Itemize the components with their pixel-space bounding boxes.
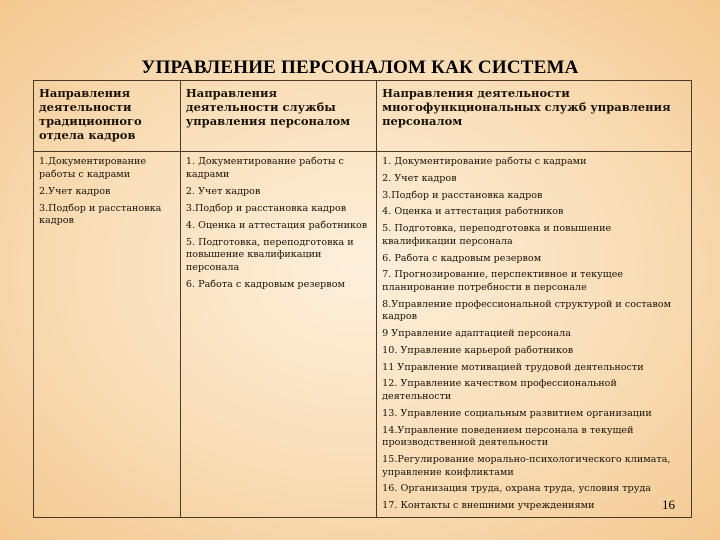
list-item: 10. Управление карьерой работников bbox=[382, 344, 574, 356]
header-multifunctional-services: Направления деятельности многофункциональных служб управления персоналом bbox=[377, 81, 692, 152]
comparison-table bbox=[33, 80, 692, 518]
table-header-row bbox=[34, 81, 692, 152]
page-number: 16 bbox=[662, 497, 675, 512]
header-traditional-hr: Направления деятельности традиционного отдела кадров bbox=[34, 81, 181, 152]
slide-title: УПРАВЛЕНИЕ ПЕРСОНАЛОМ КАК СИСТЕМА bbox=[141, 57, 579, 78]
list-item: 6. Работа с кадровым резервом bbox=[185, 278, 345, 290]
list-item: 1. Документирование работы с кадрами bbox=[382, 156, 587, 167]
column-personnel-management-service bbox=[180, 152, 376, 518]
list-item: 8.Управление профессиональной структурой и составом кадров bbox=[382, 298, 672, 323]
list-item: 5. Подготовка, переподготовка и повышение квалификации персонала bbox=[382, 223, 612, 247]
list-item: 1. Документирование работы с кадрами bbox=[185, 156, 344, 180]
list-item: 15.Регулирование морально-психологического климата, управление конфликтами bbox=[382, 453, 671, 478]
list-item: 11 Управление мотивацией трудовой деятельности bbox=[382, 361, 644, 373]
list-item: 1.Документирование работы с кадрами bbox=[39, 156, 147, 180]
list-item: 12. Управление качеством профессиональной деятельности bbox=[382, 378, 617, 402]
list-item: 3.Подбор и расстановка кадров bbox=[39, 202, 162, 227]
list-item: 14.Управление поведением персонала в текущей производственной деятельности bbox=[382, 424, 634, 449]
list-item: 2. Учет кадров bbox=[185, 185, 261, 197]
list-item: 17. Контакты с внешними учреждениями bbox=[382, 500, 595, 512]
list-item: 6. Работа с кадровым резервом bbox=[382, 252, 542, 264]
column-multifunctional-services bbox=[377, 152, 692, 518]
list-item: 2. Учет кадров bbox=[382, 172, 457, 184]
list-item: 4. Оценка и аттестация работников bbox=[185, 219, 368, 231]
list-item: 5. Подготовка, переподготовка и повышение квалификации персонала bbox=[185, 236, 354, 273]
list-item: 4. Оценка и аттестация работников bbox=[382, 206, 564, 218]
header-personnel-management-service: Направления деятельности службы управления персоналом bbox=[180, 81, 376, 152]
list-item: 2.Учет кадров bbox=[39, 185, 111, 197]
list-item: 7. Прогнозирование, перспективное и текущее планирование потребности в персонале bbox=[382, 269, 624, 293]
column-traditional-hr bbox=[34, 152, 181, 518]
table-body-row bbox=[34, 152, 692, 518]
list-item: 13. Управление социальным развитием организации bbox=[382, 407, 652, 419]
list-item: 3.Подбор и расстановка кадров bbox=[382, 189, 543, 201]
list-item: 16. Организация труда, охрана труда, условия труда bbox=[382, 483, 651, 495]
list-item: 3.Подбор и расстановка кадров bbox=[185, 202, 347, 214]
list-item: 9 Управление адаптацией персонала bbox=[382, 328, 571, 340]
